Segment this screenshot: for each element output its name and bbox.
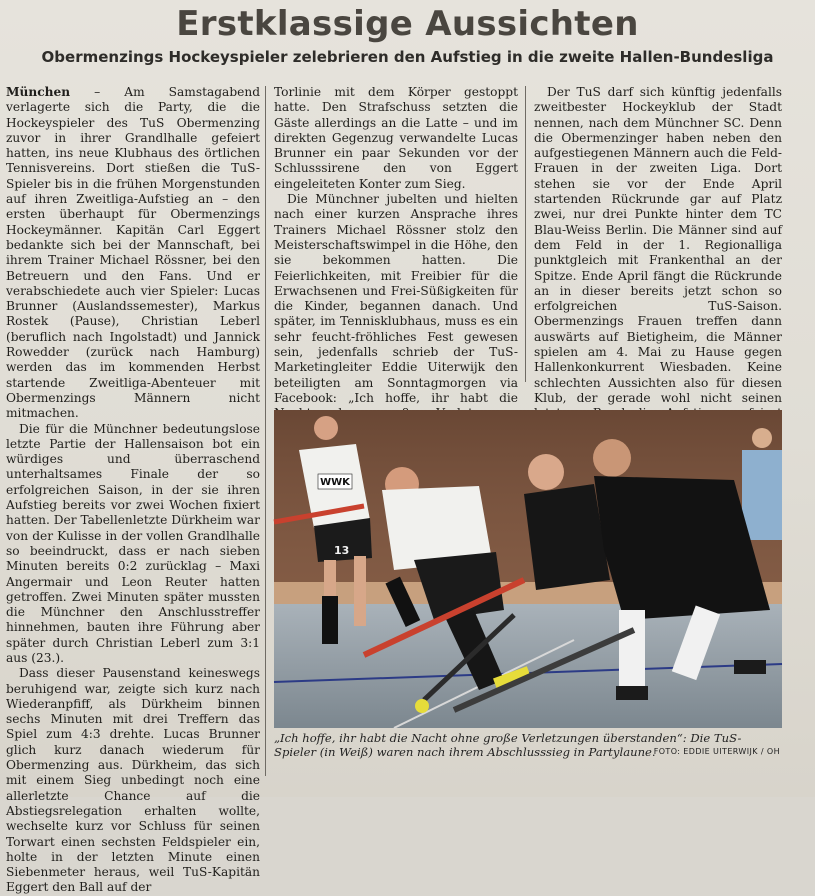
paragraph: Die Münchner jubelten und hielten nach einer kurzen Ansprache ihres Trainers Michael Rössner stolz den Meisterschaftswimpel in die Höhe, den sie bekommen hatten. Die Feierlichkeiten, mit Freibier für die Erwachsenen und Frei-Süßigkeiten für die Kinder, begannen danach. Und später, im Tennisklubhaus, muss es ein sehr feucht-fröhliches Fest gewesen sein, jedenfalls schrieb der TuS-Marketingleiter Eddie Uiterwijk den beteiligten am Sonntagmorgen via Facebook: „Ich hoffe, ihr habt die: [274, 192, 518, 405]
jersey-text: WWK: [320, 477, 350, 488]
column-divider: [525, 86, 526, 382]
headline: Erstklassige Aussichten: [176, 4, 639, 44]
paragraph-text: – Am Samstagabend verlagerte sich die Party, die die Hockeyspieler des TuS Obermenzing zuvor in ihrer Grandlhalle gefeiert hatten, ins neue Klubhaus des örtlichen Tennisvereins. Dort stießen die TuS-Spieler bis in die frühen Morgenstunden auf ihren Zweitliga-Aufstieg an – den ersten überhaupt für Obermenzings Hockeymänner. Kapitän Carl Eggert bedankte sich bei der Mannschaft, bei ihrem Trainer Michael Rössner, bei den Betreuern und den Fans. Und er verabschiedete auch vier Spieler: Lucas Brunner (Auslandssemester), Markus Rostek (Pause), Christian Leberl (beruflich nach Ingolstadt) und Jannick Rowedder (zurück nach Hamburg) werden das im kommenden Herbst startende Zweitliga-Abenteuer mit Obermenzings Männern nicht mitmachen.: [6, 85, 260, 421]
article-column-2: [274, 85, 518, 405]
photo-illustration: [274, 410, 782, 728]
paragraph: Torlinie mit dem Körper gestoppt hatte. Den Strafschuss setzten die Gäste allerdings an die Latte – und im direkten Gegenzug verwandelte Lucas Brunner ein paar Sekunden vor der Schlusssirene den von Eggert eingeleiteten Konter zum Sieg.: [274, 85, 518, 191]
paragraph: Dass dieser Pausenstand keineswegs beruhigend war, zeigte sich kurz nach Wiederanpfiff, als Dürkheim binnen sechs Minuten mit drei Treffern das Spiel zum 4:3 drehte. Lucas Brunner glich kurz danach wiederum für Obermenzing aus. Dürkheim, das sich mit einem Sieg unbedingt noch eine allerletzte Chance auf die Abstiegsrelegation erhalten wollte, wechselte kurz vor Schluss für seinen Torwart einen sechsten Feldspieler ein, holte in der letzten Minute einen Siebenmeter heraus, weil TuS-Kapitän Eggert den Ball auf der: [6, 666, 260, 895]
hockey-ball: [415, 699, 429, 713]
subheadline: Obermenzings Hockeyspieler zelebrieren den Aufstieg in die zweite Hallen-Bundesliga: [41, 48, 774, 66]
hockey-photo: [274, 410, 782, 728]
article-column-1: [6, 85, 260, 895]
photo-caption: [274, 731, 780, 759]
jersey-number: 13: [334, 544, 350, 557]
column-divider: [265, 86, 266, 776]
photo-credit: FOTO: EDDIE UITERWIJK / OH: [653, 747, 780, 756]
paragraph: Der TuS darf sich künftig jedenfalls zweitbester Hockeyklub der Stadt nennen, nach dem Münchner SC. Denn die Obermenzinger haben neben den aufgestiegenen Männern auch die Feld-Frauen in der zweiten Liga. Dort stehen sie vor der Ende April startenden Rückrunde gar auf Platz zwei, nur drei Punkte hinter dem TC Blau-Weiss Berlin. Die Männer sind auf dem Feld in der 1. Regionalliga punktgleich mit Frankenthal an der Spitze. Ende April fängt die Rückrunde an in dieser bereits jetzt schon so erfolgreichen TuS-Saison. Obermenzings Frauen treffen dann auswärts auf Bietigheim, die Männer spielen am 4. Mai zu Hause gegen Hallenkonkurrent Wiesbaden. Keine schlechten Aussichten also für diesen Klub, der gerade wohl nicht seinen: [534, 85, 782, 405]
article-column-3: [534, 85, 782, 405]
paragraph: Die für die Münchner bedeutungslose letzte Partie der Hallensaison bot ein würdiges und überraschend unterhaltsames Finale der so erfolgreichen Saison, in der sie ihren Aufstieg bereits vor zwei Wochen fixiert hatten. Der Tabellenletzte Dürkheim war von der Kulisse in der vollen Grandlhalle so beeindruckt, dass er nach sieben Minuten bereits 0:2 zurücklag – Maxi Angermair und Leon Reuter hatten getroffen. Zwei Minuten später mussten die Münchner den Anschlusstreffer hinnehmen, bauten ihre Führung aber später durch Christian Leberl zum 3:1 aus (23.).: [6, 421, 260, 665]
dateline: München: [6, 85, 71, 99]
paragraph: [6, 85, 260, 422]
caption-text: „Ich hoffe, ihr habt die Nacht ohne große Verletzungen überstanden“: Die TuS-Spieler (in Weiß) waren nach ihrem Abschlusssieg in Partylaune.: [274, 731, 742, 759]
